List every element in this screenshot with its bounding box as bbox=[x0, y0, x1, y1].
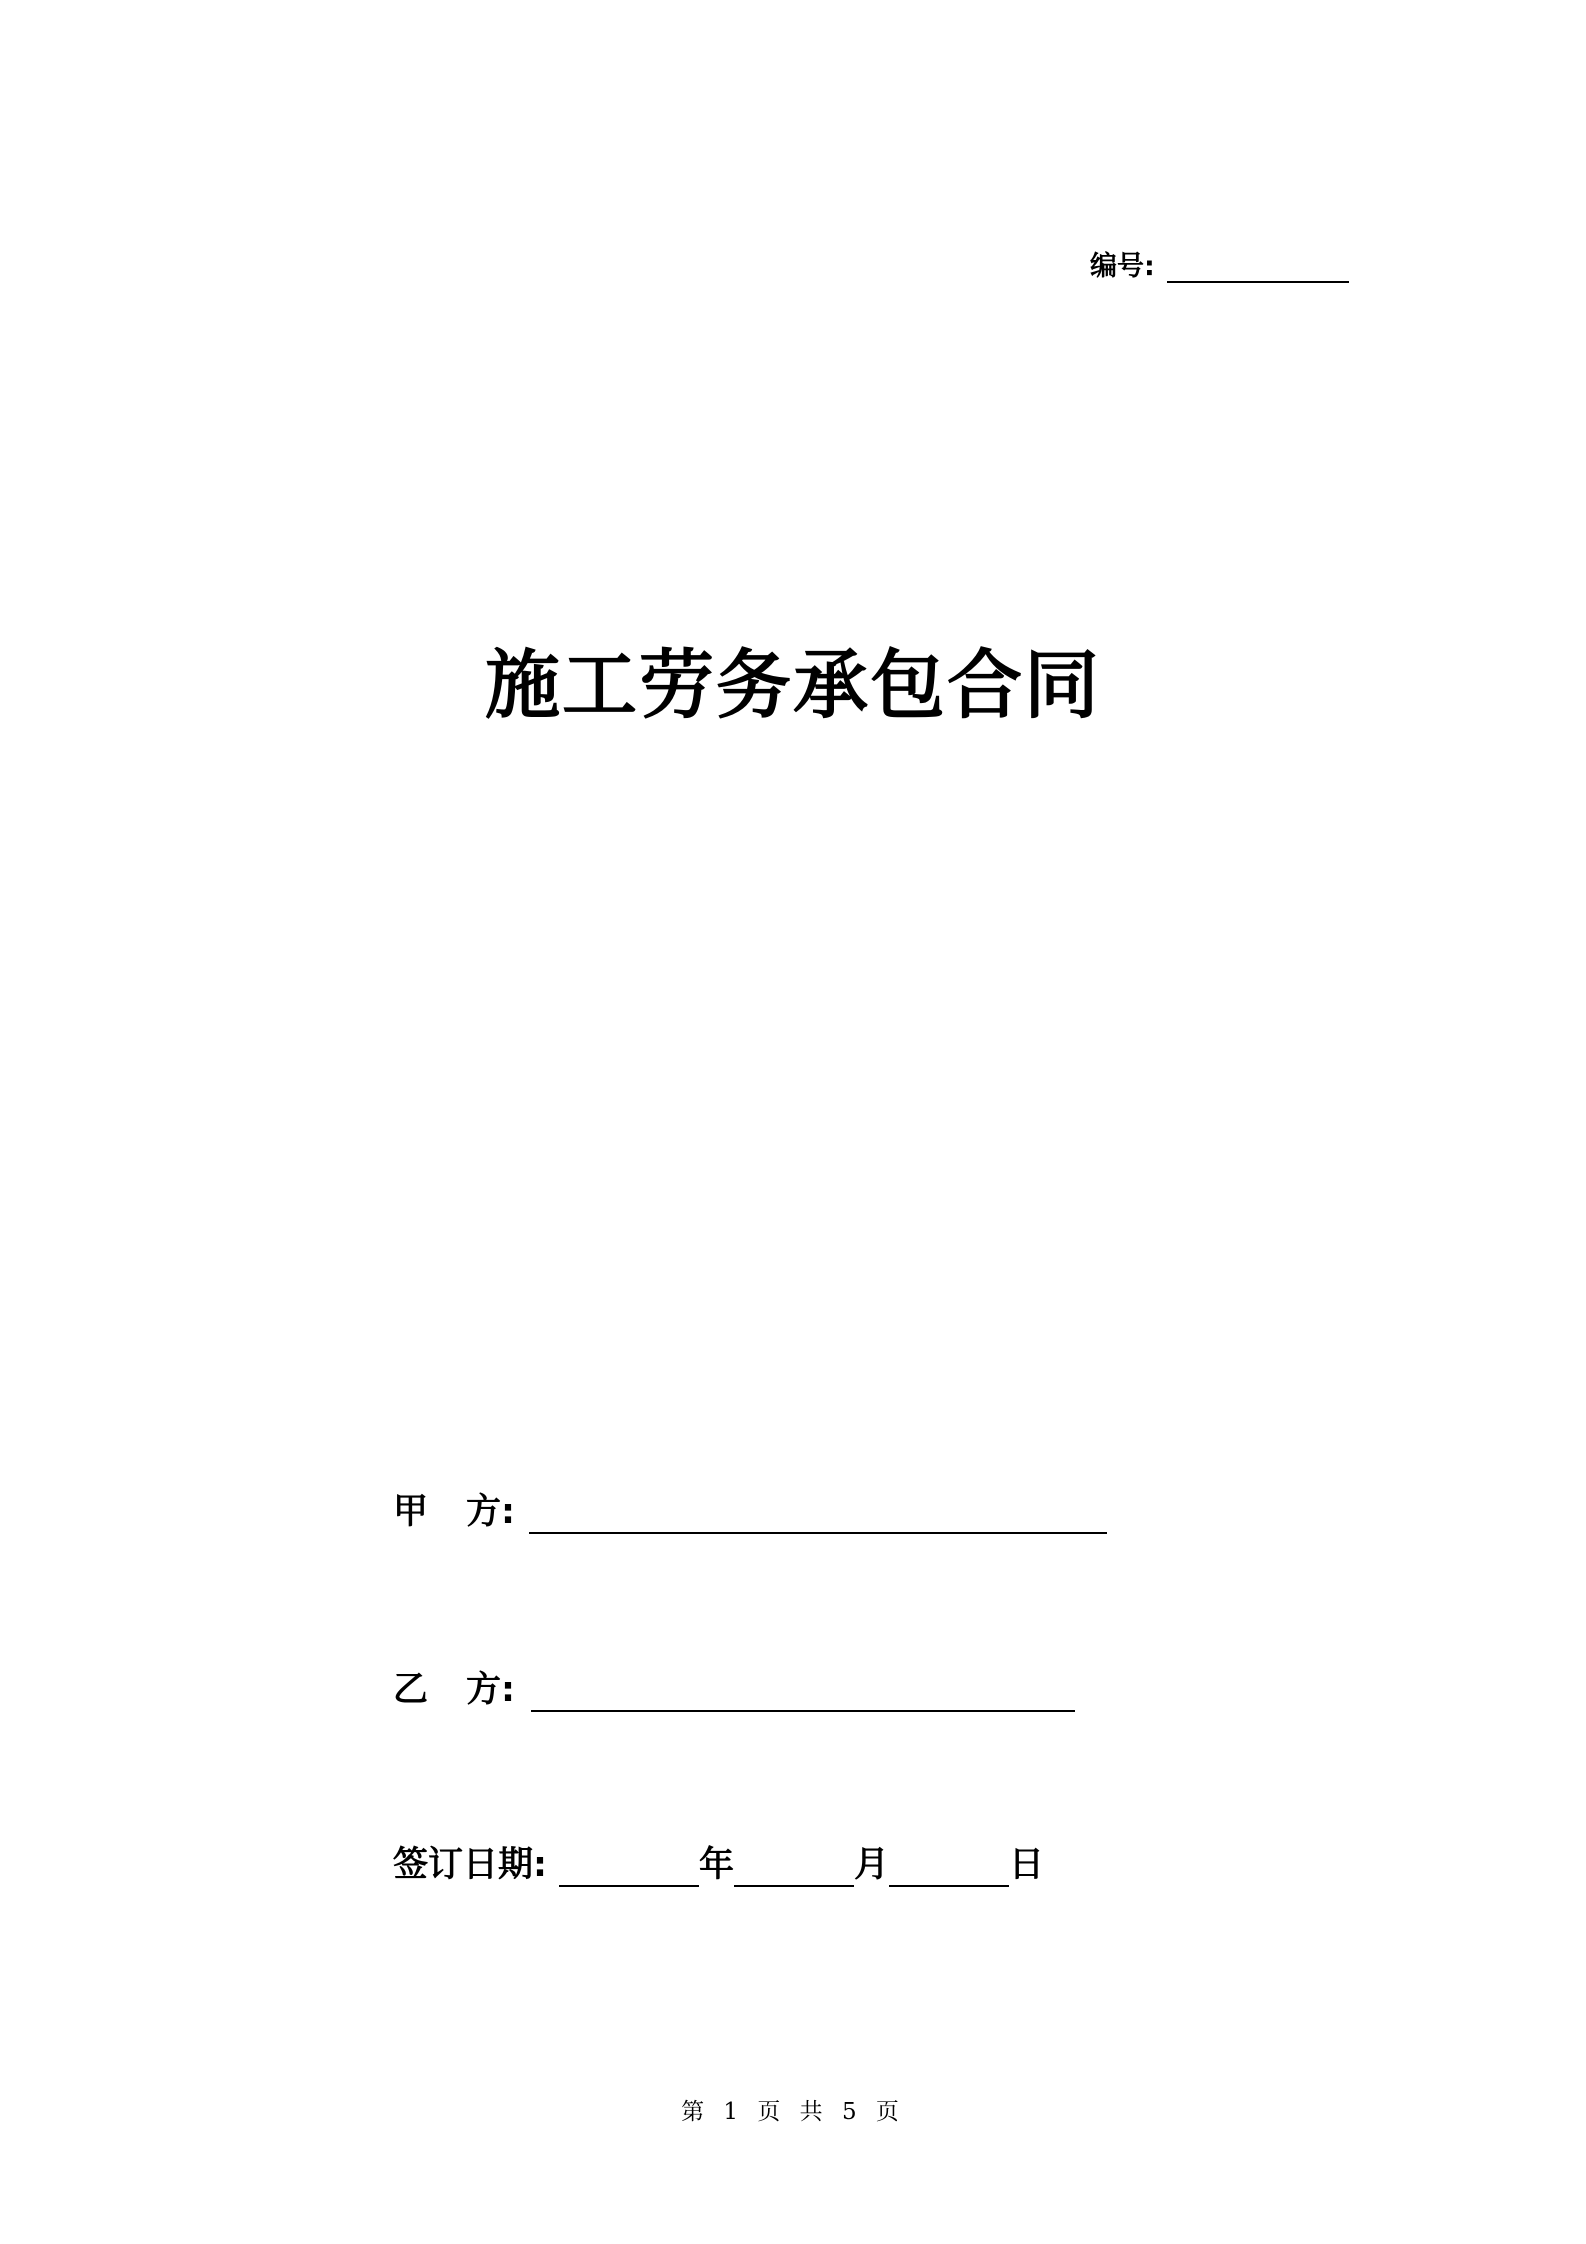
signing-month-label: 月 bbox=[854, 1845, 890, 1885]
signing-month-blank[interactable] bbox=[734, 1845, 854, 1887]
serial-number-blank[interactable] bbox=[1167, 251, 1349, 283]
party-b-label-first: 乙 bbox=[393, 1670, 429, 1710]
party-b-field bbox=[393, 1668, 1075, 1712]
signing-date-field bbox=[393, 1843, 1044, 1887]
page-number: 第 1 页 共 5 页 bbox=[681, 2099, 905, 2125]
party-b-blank[interactable] bbox=[531, 1670, 1075, 1712]
signing-date-label: 签订日期: bbox=[393, 1845, 547, 1885]
signing-year-blank[interactable] bbox=[559, 1845, 699, 1887]
party-a-label-second: 方: bbox=[466, 1492, 516, 1532]
signing-year-label: 年 bbox=[699, 1845, 735, 1885]
party-b-label-second: 方: bbox=[466, 1670, 516, 1710]
signing-day-label: 日 bbox=[1009, 1845, 1045, 1885]
signing-day-blank[interactable] bbox=[889, 1845, 1009, 1887]
party-a-blank[interactable] bbox=[529, 1492, 1107, 1534]
document-title: 施工劳务承包合同 bbox=[484, 641, 1101, 729]
serial-number-field bbox=[1090, 243, 1349, 283]
party-a-label-first: 甲 bbox=[393, 1492, 429, 1532]
serial-number-label: 编号: bbox=[1090, 251, 1155, 282]
party-a-field bbox=[393, 1490, 1107, 1534]
